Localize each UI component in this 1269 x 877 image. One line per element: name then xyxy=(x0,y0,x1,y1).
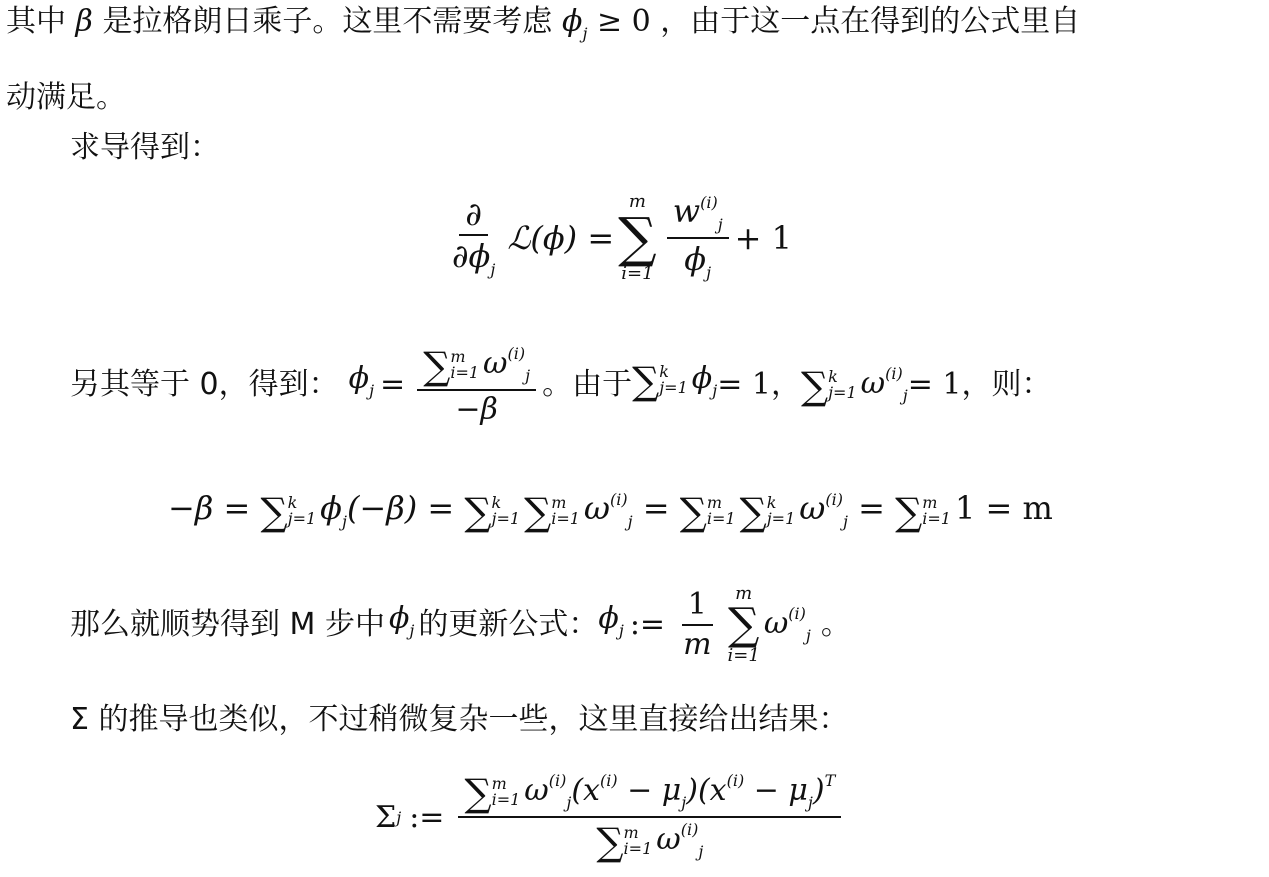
one-over-m: $\frac{1}{m}$ xyxy=(683,587,712,662)
text-l1-a: 其中 xyxy=(6,4,66,39)
sum-i: m ∑ i=1 xyxy=(618,191,657,284)
partial-fraction xyxy=(446,195,501,279)
w-over-phi: $\frac{w^{(i)}_j}{\phi_j}$ xyxy=(667,195,729,281)
text-l7-c: 。 xyxy=(820,607,851,642)
paragraph-line-5: 另其等于 0，得到： $\phi_j$ = ∑ m i=1 $\omega^{(i)}_j$ −β 。由于 ∑ k j=1 $\phi_j$ = 1 ， ∑ k j=1 $\omega^{(i)}_j$ = 1 ，则： xyxy=(70,343,1052,427)
partial-den: $\partial\phi_j$ xyxy=(452,237,496,279)
beta-symbol: β xyxy=(75,4,93,39)
text-l5-d: ，则： xyxy=(961,367,1052,402)
paragraph-line-8: Σ 的推导也类似，不过稍微复杂一些，这里直接给出结果： xyxy=(70,702,849,737)
equation-sigma-update: Σ j := ∑ m i=1 $\omega^{(i)}_j(x^{(i)} - \mu_j)(x^{(i)} - \mu_j)^T$ ∑ m i=1 $\omega^{(i)}_j$ xyxy=(375,758,847,876)
sigma-fraction: ∑ m i=1 $\omega^{(i)}_j(x^{(i)} - \mu_j)(x^{(i)} - \mu_j)^T$ ∑ m i=1 $\omega^{(i)}_j$ xyxy=(458,773,841,861)
paragraph-line-2: 动满足。 xyxy=(6,80,126,115)
text-l1-c: ，由于这一点在得到的公式里自 xyxy=(660,4,1081,39)
partial-num: ∂ xyxy=(459,198,488,236)
text-l5-a: 另其等于 0，得到： xyxy=(70,367,339,402)
equation-beta-chain: −β = ∑ k j=1 $\phi_j(-\beta)$ = ∑ k j=1 ∑ m i=1 $\omega^{(i)}_j$ = ∑ m i=1 ∑ k j=1 $\omega^{(i)}_j$ = ∑ m i=1 1 = m xyxy=(168,489,1053,534)
text-l5-c: ， xyxy=(770,367,801,402)
sum-i-update: m ∑ i=1 xyxy=(727,583,760,666)
paragraph-line-7: 那么就顺势得到 M 步中 $\phi_j$ 的更新公式： $\phi_j$ := $\frac{1}{m}$ m ∑ i=1 $\omega^{(i)}_j$ 。 xyxy=(70,583,851,666)
text-l5-b: 。由于 xyxy=(542,367,633,402)
paragraph-line-1 xyxy=(6,2,1080,54)
text-l7-b: 的更新公式： xyxy=(418,607,599,642)
text-l1-b: 是拉格朗日乘子。这里不需要考虑 xyxy=(102,4,553,39)
phi-solution-fraction: ∑ m i=1 $\omega^{(i)}_j$ −β xyxy=(417,346,536,425)
equation-derivative xyxy=(440,178,792,298)
paragraph-line-3: 求导得到： xyxy=(70,130,220,165)
phi-symbol: $\phi_j$ xyxy=(561,4,588,43)
plus-one: + 1 xyxy=(734,219,793,257)
text-l7-a: 那么就顺势得到 M 步中 xyxy=(70,607,385,642)
geq-zero: ≥ 0 xyxy=(596,4,651,39)
lagrangian: ℒ(ϕ) = xyxy=(507,219,615,257)
